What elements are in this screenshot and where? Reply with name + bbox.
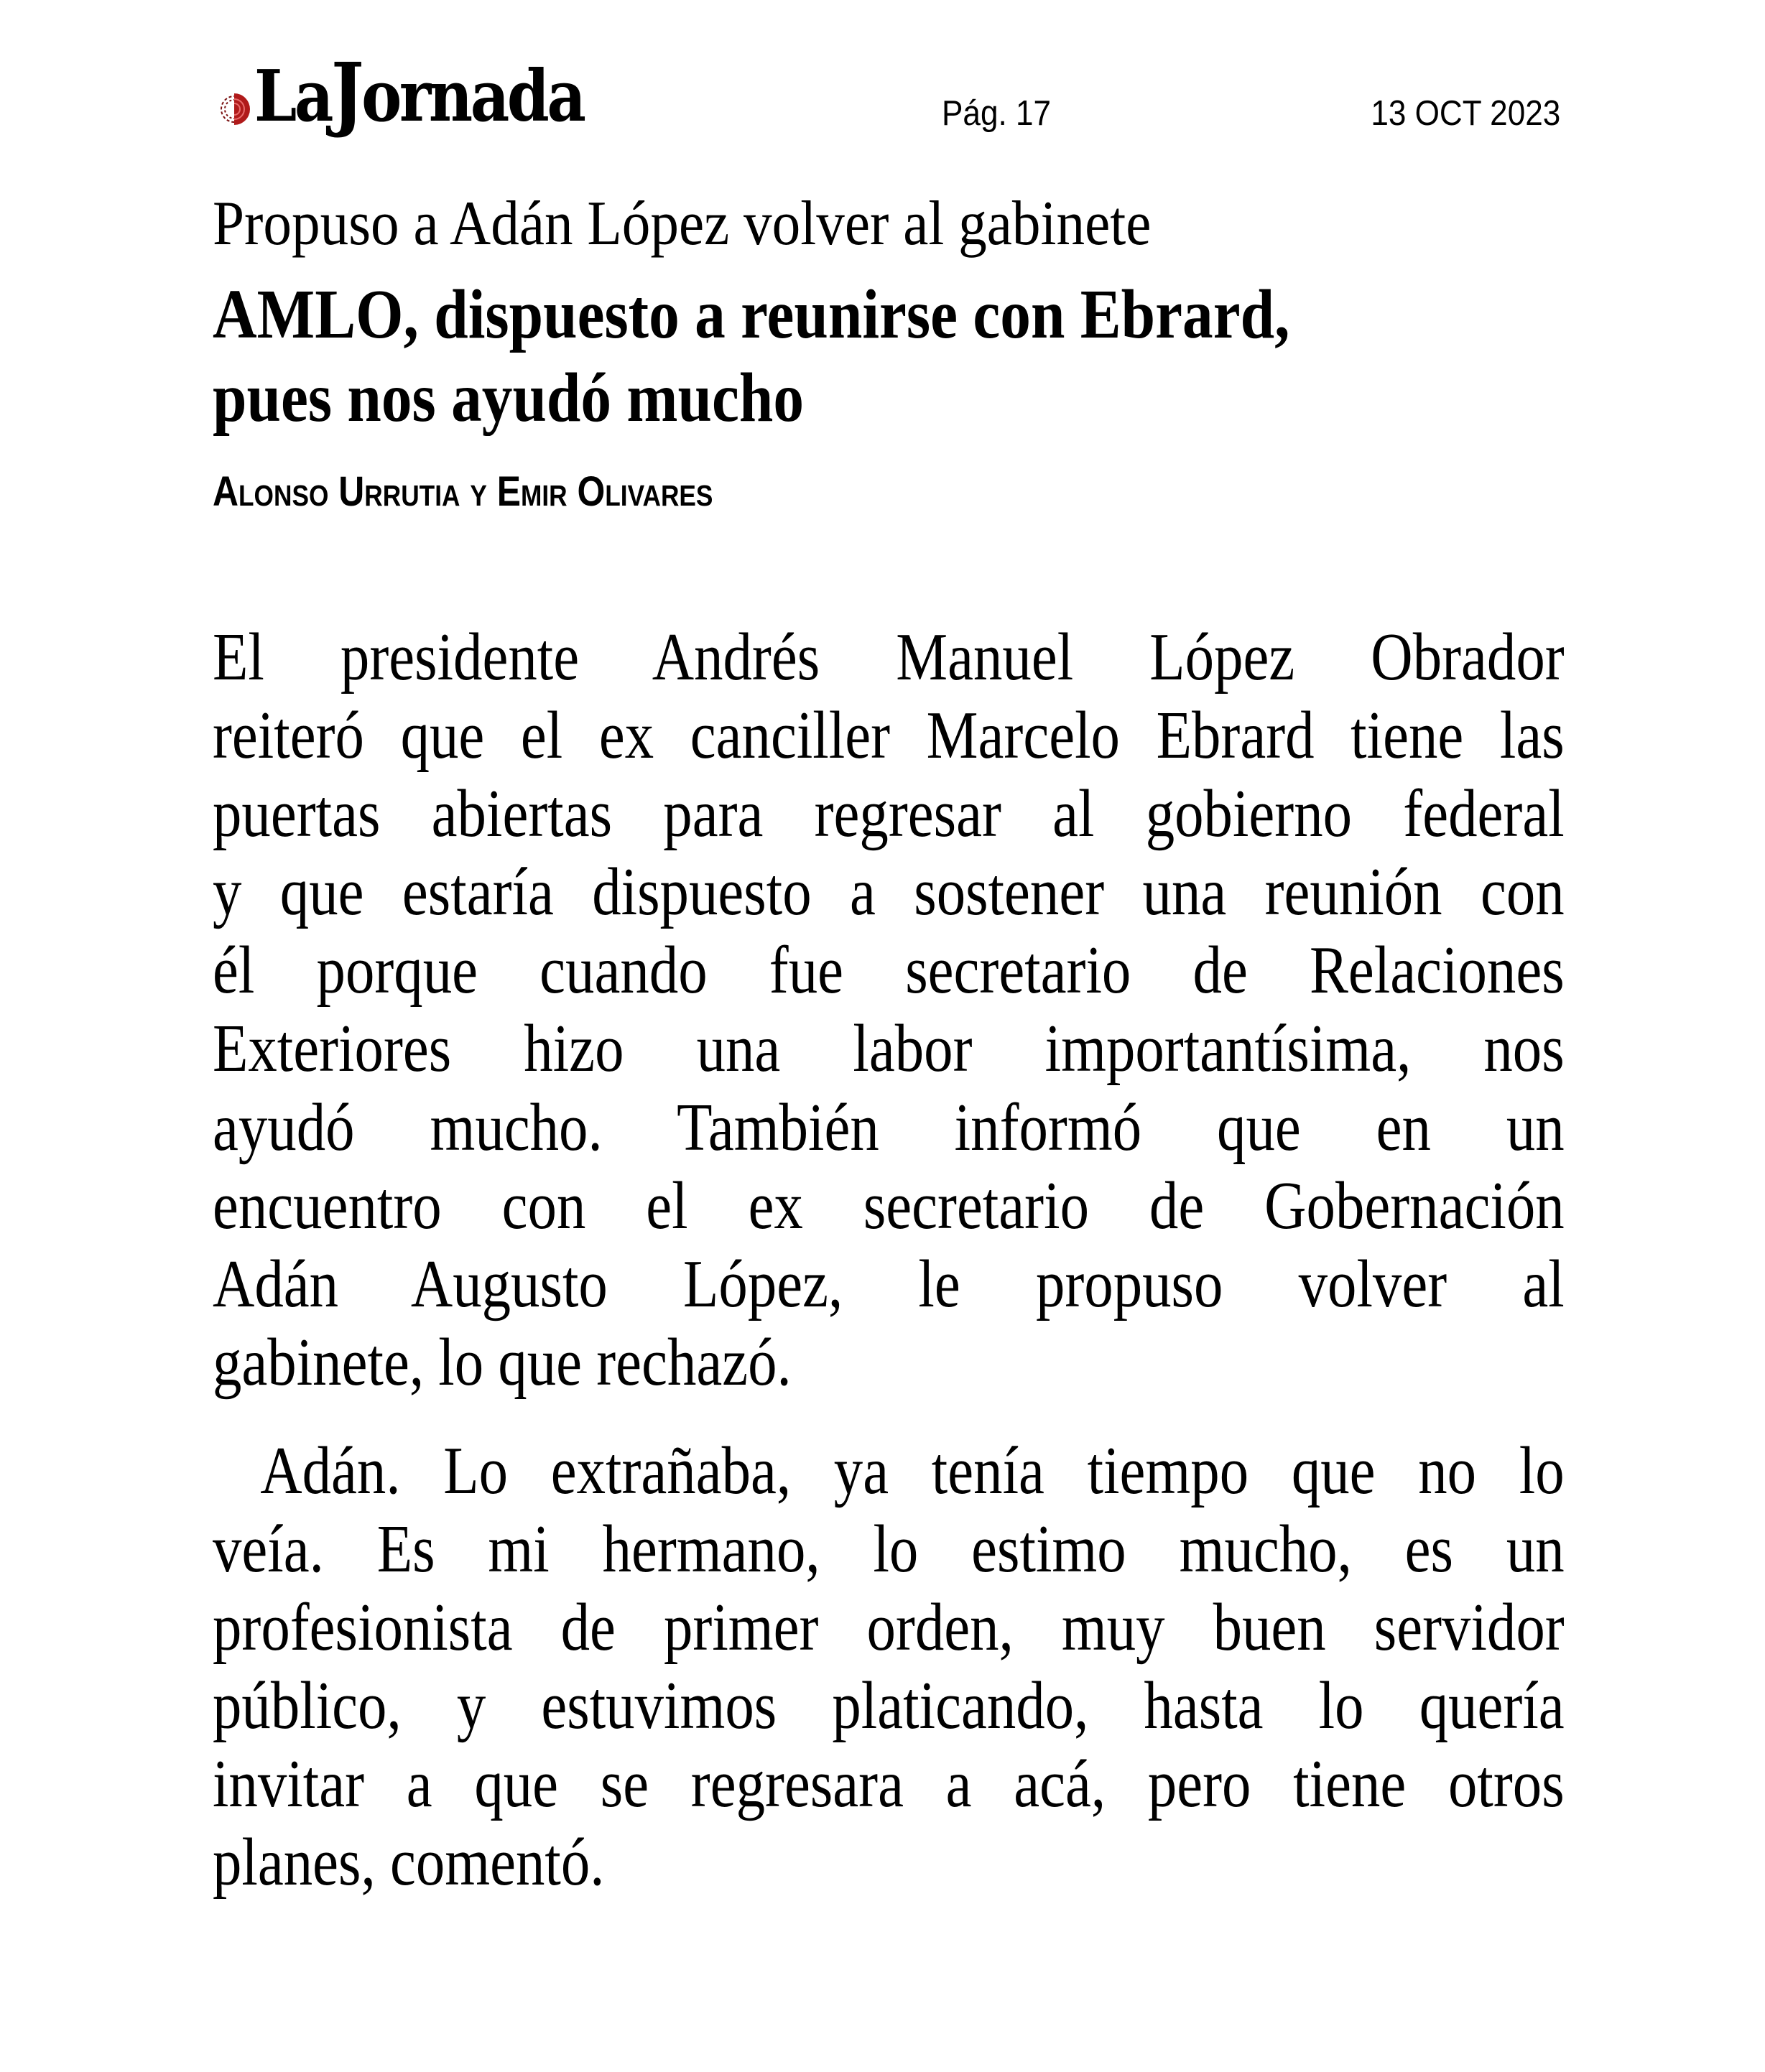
text-line: invitar a que se regresara a acá, pero tiene otros: [213, 1747, 1565, 1822]
text-line: reiteró que el ex canciller Marcelo Ebrard tiene las: [213, 698, 1565, 773]
newspaper-logo: [216, 46, 637, 144]
text-line: gabinete, lo que rechazó.: [213, 1324, 792, 1400]
text-line: Exteriores hizo una labor importantísima, nos: [213, 1011, 1565, 1087]
article-headline: [213, 273, 1289, 440]
text-line: planes, comentó.: [213, 1825, 605, 1900]
text-line: El presidente Andrés Manuel López Obrador: [213, 620, 1565, 694]
article-byline: Alonso Urrutia y Emir Olivares: [213, 468, 713, 515]
text-line: ayudó mucho. También informó que en un: [213, 1090, 1565, 1165]
publication-date: 13 OCT 2023: [1371, 94, 1560, 133]
text-line: puertas abiertas para regresar al gobierno federal: [213, 776, 1565, 852]
logo-suffix: ornada: [361, 55, 584, 138]
article-paragraph: [213, 1432, 1565, 1903]
text-line: y que estaría dispuesto a sostener una reunión con: [213, 855, 1565, 930]
text-line: público, y estuvimos platicando, hasta lo quería: [213, 1668, 1565, 1744]
page-number: Pág. 17: [942, 94, 1052, 133]
text-line: encuentro con el ex secretario de Gobernación: [213, 1168, 1565, 1243]
article-paragraph: [213, 618, 1565, 1402]
headline-line: pues nos ayudó mucho: [213, 359, 805, 436]
text-line: él porque cuando fue secretario de Relaciones: [213, 933, 1565, 1008]
article-kicker: Propuso a Adán López volver al gabinete: [213, 189, 1152, 259]
text-line: Adán. Lo extrañaba, ya tenía tiempo que no lo: [260, 1434, 1565, 1508]
headline-line: AMLO, dispuesto a reunirse con Ebrard,: [213, 276, 1290, 353]
text-line: veía. Es mi hermano, lo estimo mucho, es un: [213, 1512, 1565, 1587]
logo-j: J: [330, 46, 362, 140]
text-line: Adán Augusto López, le propuso volver al: [213, 1246, 1565, 1321]
logo-prefix: La: [254, 55, 331, 138]
logo-wordmark: [254, 46, 584, 144]
text-line: profesionista de primer orden, muy buen servidor: [213, 1590, 1565, 1666]
sun-emblem-icon: [216, 90, 253, 128]
